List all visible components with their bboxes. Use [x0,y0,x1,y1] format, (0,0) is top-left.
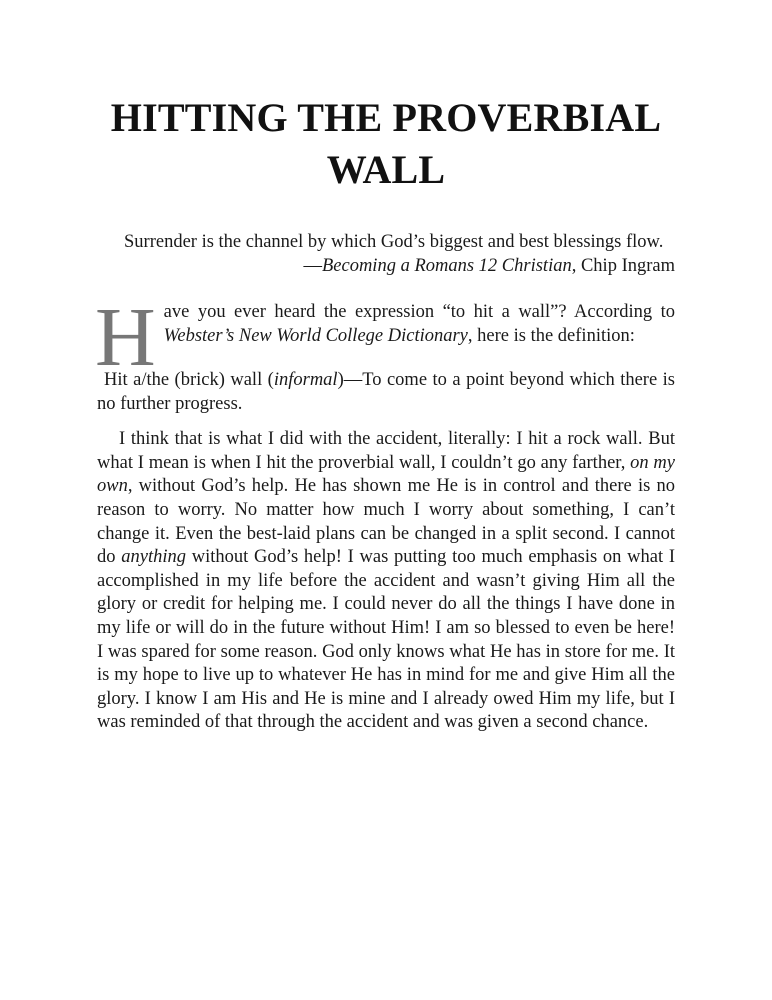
epigraph [97,230,675,278]
epigraph-author: Chip Ingram [580,256,675,276]
definition-paragraph [97,369,675,416]
body-text-3: without God’s help! I was putting too much emphasis on what I accomplished in my life before the accident and wasn’t giving Him all the glory or credit for helping me. I could never do all the things I have done in my life or will do in the future without Him! I am so blessed to even be here! I was spared for some reason. God only knows what He has in store for me. It is my hope to live up to whatever He has in mind for me and give Him all the glory. I know I am His and He is mine and I already owed Him my life, but I was reminded of that through the accident and was given a second chance. [97,547,676,733]
epigraph-quote: Surrender is the channel by which God’s biggest and best blessings flow. [124,232,664,252]
definition-label: informal [273,370,338,390]
dictionary-title: Webster’s New World College Dictionary [163,325,468,346]
intro-text-end: , here is the definition: [467,325,635,346]
epigraph-dash: — [303,256,322,276]
chapter-title [97,92,675,196]
chapter-title-line-2: WALL [326,147,446,192]
body-text-2: , without God’s help. He has shown me He is in control and there is no reason to worry. No matter how much I worry about something, I can’t change it. Even the best-laid plans can be changed in a split second. I cannot do [97,476,675,568]
epigraph-separator: , [571,256,581,276]
drop-cap-letter: H [95,291,156,384]
epigraph-book-title: Becoming a Romans 12 Christian [321,256,572,276]
epigraph-attribution [97,254,675,278]
body-emphasis-anything: anything [121,547,186,568]
definition-text: )—To come to a point beyond which there is no further progress. [97,370,675,414]
intro-text-start: ave you ever heard the expression “to hit a wall”? According to [163,302,675,322]
chapter-title-line-1: HITTING THE PROVERBIAL [110,95,662,140]
definition-term: Hit a/the (brick) wall ( [104,370,274,390]
body-paragraph [97,428,675,735]
body-text-1: I think that is what I did with the accident, literally: I hit a rock wall. But what I mean is when I hit the proverbial wall, I couldn’t go any farther, [97,429,675,473]
book-page [97,0,675,735]
body-emphasis-on-my-own: on my own [97,452,675,497]
